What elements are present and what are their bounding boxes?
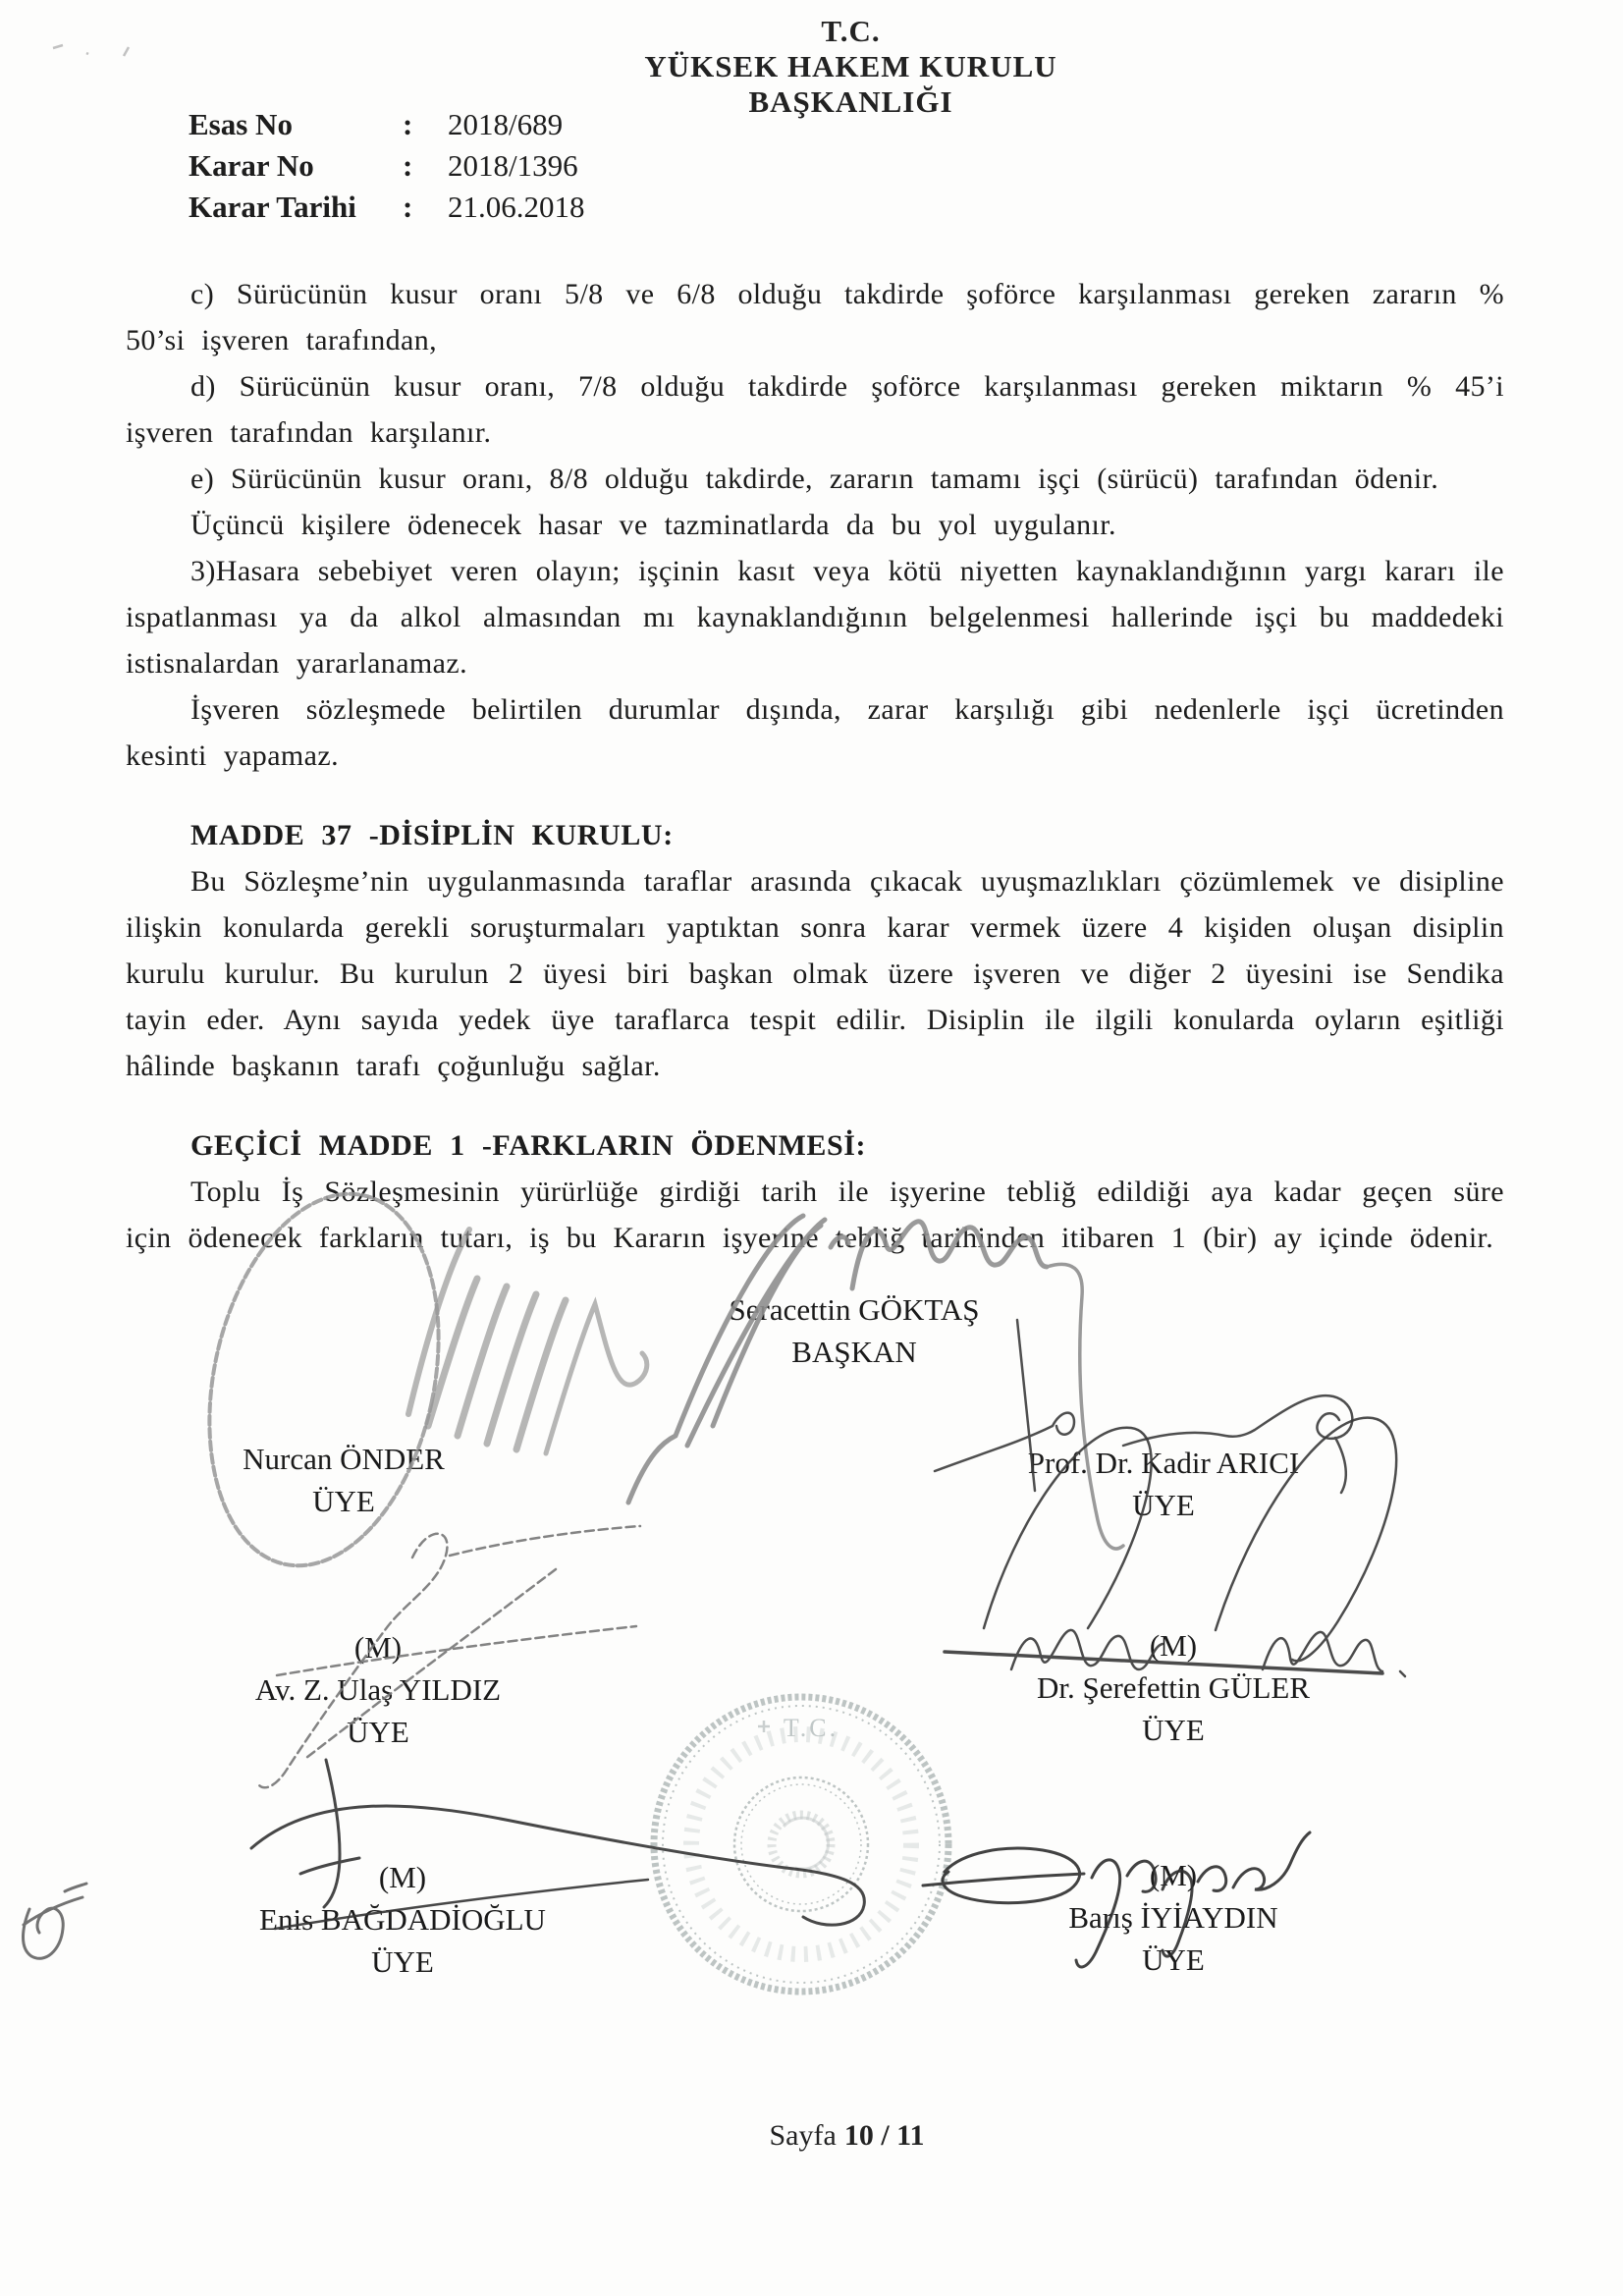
paragraph-d: d) Sürücünün kusur oranı, 7/8 olduğu takdirde şoförce karşılanması gereken miktarın % 45’i işveren tarafından karşılanır.: [126, 370, 1504, 449]
stamp-tc-text: T.C.: [783, 1714, 839, 1742]
paragraph-ucuncu-kisiler: Üçüncü kişilere ödenecek hasar ve tazminatlarda da bu yol uygulanır.: [190, 509, 1116, 541]
karar-no-separator: :: [403, 148, 413, 183]
karar-tarihi-value: 21.06.2018: [448, 190, 585, 224]
paraph-initials-stroke: [24, 1884, 87, 1958]
esas-no-label: Esas No: [189, 107, 293, 141]
signature-block-arici: [957, 1442, 1370, 1526]
esas-no-value: 2018/689: [448, 107, 564, 141]
paragraph-isveren-kesinti: İşveren sözleşmede belirtilen durumlar dışında, zarar karşılığı gibi nedenlerle işçi ücretinden kesinti yapamaz.: [126, 693, 1504, 772]
letterhead-country: T.C.: [821, 14, 881, 48]
signer-name-yildiz: Av. Z. Ulaş YILDIZ: [254, 1672, 502, 1707]
paragraph-hasara-sebebiyet: 3)Hasara sebebiyet veren olayın; işçinin kasıt veya kötü niyetten kaynaklandığının yargı kararı ile ispatlanması ya da alkol almasından mı kaynaklandığının belgelenmesi hallerinde işçi bu maddedeki istisnalardan yararlanamaz.: [126, 555, 1504, 680]
signer-name-guler: Dr. Şerefettin GÜLER: [1036, 1670, 1311, 1705]
heading-gecici-madde-1: GEÇİCİ MADDE 1 -FARKLARIN ÖDENMESİ:: [190, 1129, 867, 1162]
signature-block-baskan: [633, 1288, 1075, 1373]
karar-no-label: Karar No: [189, 148, 314, 183]
signer-name-bagdadioglu: Enis BAĞDADİOĞLU: [259, 1902, 546, 1937]
signer-title-yildiz: ÜYE: [347, 1715, 409, 1749]
signature-block-onder: [157, 1438, 530, 1522]
heading-madde-37: MADDE 37 -DİSİPLİN KURULU:: [190, 819, 674, 851]
member-mark-bagdadioglu: (M): [378, 1860, 427, 1894]
signature-block-guler: [967, 1624, 1380, 1751]
signer-name-goktas: Seracettin GÖKTAŞ: [729, 1292, 980, 1327]
meta-row-karar: [189, 145, 585, 187]
karar-no-value: 2018/1396: [448, 148, 578, 183]
paragraph-c: c) Sürücünün kusur oranı 5/8 ve 6/8 olduğu takdirde şoförce karşılanması gereken zararın % 50’si işveren tarafından,: [126, 278, 1504, 356]
meta-row-tarih: [189, 187, 585, 228]
member-mark-yildiz: (M): [353, 1630, 403, 1665]
member-mark-guler: (M): [1149, 1628, 1198, 1663]
page-number: 10 / 11: [843, 2119, 925, 2152]
page-footer: [35, 2119, 1623, 2153]
signer-name-onder: Nurcan ÖNDER: [243, 1442, 445, 1476]
member-mark-iyiaydin: (M): [1149, 1858, 1198, 1892]
signature-block-bagdadioglu: [187, 1856, 619, 1983]
case-meta: [189, 104, 585, 228]
paragraph-gecici-madde-1: Toplu İş Sözleşmesinin yürürlüğe girdiği tarih ile işyerine tebliğ edildiği aya kadar geçen süre için ödenecek farkların tutarı, iş bu Kararın işyerine tebliğ tarihinden itibaren 1 (bir) ay içinde ödenir.: [126, 1175, 1504, 1254]
signer-title-onder: ÜYE: [312, 1484, 375, 1518]
signer-name-iyiaydin: Barış İYİAYDIN: [1068, 1900, 1278, 1935]
official-stamp: [654, 1697, 948, 1992]
signer-title-iyiaydin: ÜYE: [1142, 1942, 1205, 1977]
letterhead-department: BAŞKANLIĞI: [748, 84, 953, 119]
signer-title-guler: ÜYE: [1142, 1713, 1205, 1747]
signer-title-arici: ÜYE: [1132, 1488, 1195, 1522]
karar-tarihi-label: Karar Tarihi: [189, 190, 356, 224]
signer-title-bagdadioglu: ÜYE: [371, 1944, 434, 1979]
signature-block-yildiz: [172, 1626, 584, 1753]
meta-row-esas: [189, 104, 585, 145]
karar-tarihi-separator: :: [403, 190, 413, 224]
signature-block-iyiaydin: [967, 1854, 1380, 1981]
footer-prefix: Sayfa: [769, 2119, 837, 2152]
signer-title-baskan: BAŞKAN: [791, 1335, 917, 1369]
letterhead-organization: YÜKSEK HAKEM KURULU: [644, 49, 1057, 83]
paragraph-madde-37: Bu Sözleşme’nin uygulanmasında taraflar arasında çıkacak uyuşmazlıkları çözümlemek ve disipline ilişkin konularda gerekli soruşturmaları yaptıktan sonra karar vermek üzere 4 kişiden oluşan disiplin kurulu kurulur. Bu kurulun 2 üyesi biri başkan olmak üzere işveren ve diğer 2 üyesini ise Sendika tayin eder. Aynı sayıda yedek üye taraflarca tespit edilir. Disiplin ile ilgili konularda oyların eşitliği hâlinde başkanın tarafı çoğunluğu sağlar.: [126, 865, 1504, 1082]
paragraph-e: e) Sürücünün kusur oranı, 8/8 olduğu takdirde, zararın tamamı işçi (sürücü) tarafından ödenir.: [190, 463, 1439, 495]
decision-body: [126, 271, 1504, 1261]
signer-name-arici: Prof. Dr. Kadir ARICI: [1027, 1446, 1300, 1480]
esas-no-separator: :: [403, 107, 413, 141]
